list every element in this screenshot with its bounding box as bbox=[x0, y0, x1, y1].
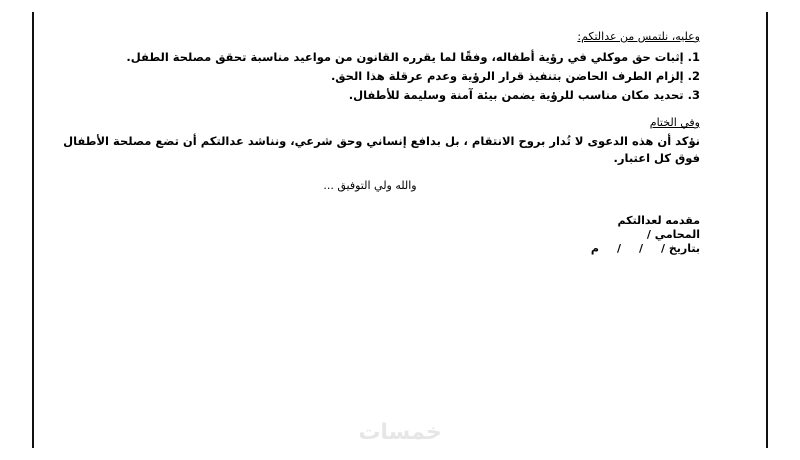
lawyer-line: المحامي / bbox=[646, 228, 700, 241]
closing-prayer: والله ولي التوفيق ... bbox=[323, 179, 417, 192]
request-item bbox=[40, 49, 700, 66]
document-body bbox=[40, 30, 700, 256]
request-item bbox=[40, 68, 700, 85]
date-separator: / bbox=[616, 242, 621, 255]
signature-block bbox=[40, 214, 700, 256]
request-text: إثبات حق موكلي في رؤية أطفاله، وفقًا لما يقرره القانون من مواعيد مناسبة تحقق مصلحة الطفل. bbox=[126, 50, 684, 64]
watermark-logo: خمسات bbox=[358, 420, 442, 445]
submitted-to-line: مقدمه لعدالتكم bbox=[617, 214, 700, 227]
closing-text: نؤكد أن هذه الدعوى لا تُدار بروح الانتقام ، بل بدافع إنساني وحق شرعي، ونناشد عدالتكم أن تضع مصلحة الأطفال فوق كل اعتبار. bbox=[63, 134, 700, 165]
date-line bbox=[40, 242, 700, 256]
request-text: إلزام الطرف الحاضن بتنفيذ قرار الرؤية وعدم عرقلة هذا الحق. bbox=[330, 69, 684, 83]
requests-list bbox=[40, 49, 700, 104]
closing-heading: وفي الختام bbox=[649, 116, 700, 129]
request-text: تحديد مكان مناسب للرؤية يضمن بيئة آمنة وسليمة للأطفال. bbox=[348, 88, 684, 102]
date-separator: / bbox=[638, 242, 643, 255]
request-item bbox=[40, 87, 700, 104]
date-suffix: م bbox=[590, 242, 599, 255]
date-label: بتاريخ / bbox=[661, 242, 700, 255]
request-number: 3. bbox=[687, 88, 700, 102]
intro-heading: وعليه، نلتمس من عدالتكم: bbox=[577, 30, 700, 43]
request-number: 1. bbox=[687, 50, 700, 64]
request-number: 2. bbox=[687, 69, 700, 83]
